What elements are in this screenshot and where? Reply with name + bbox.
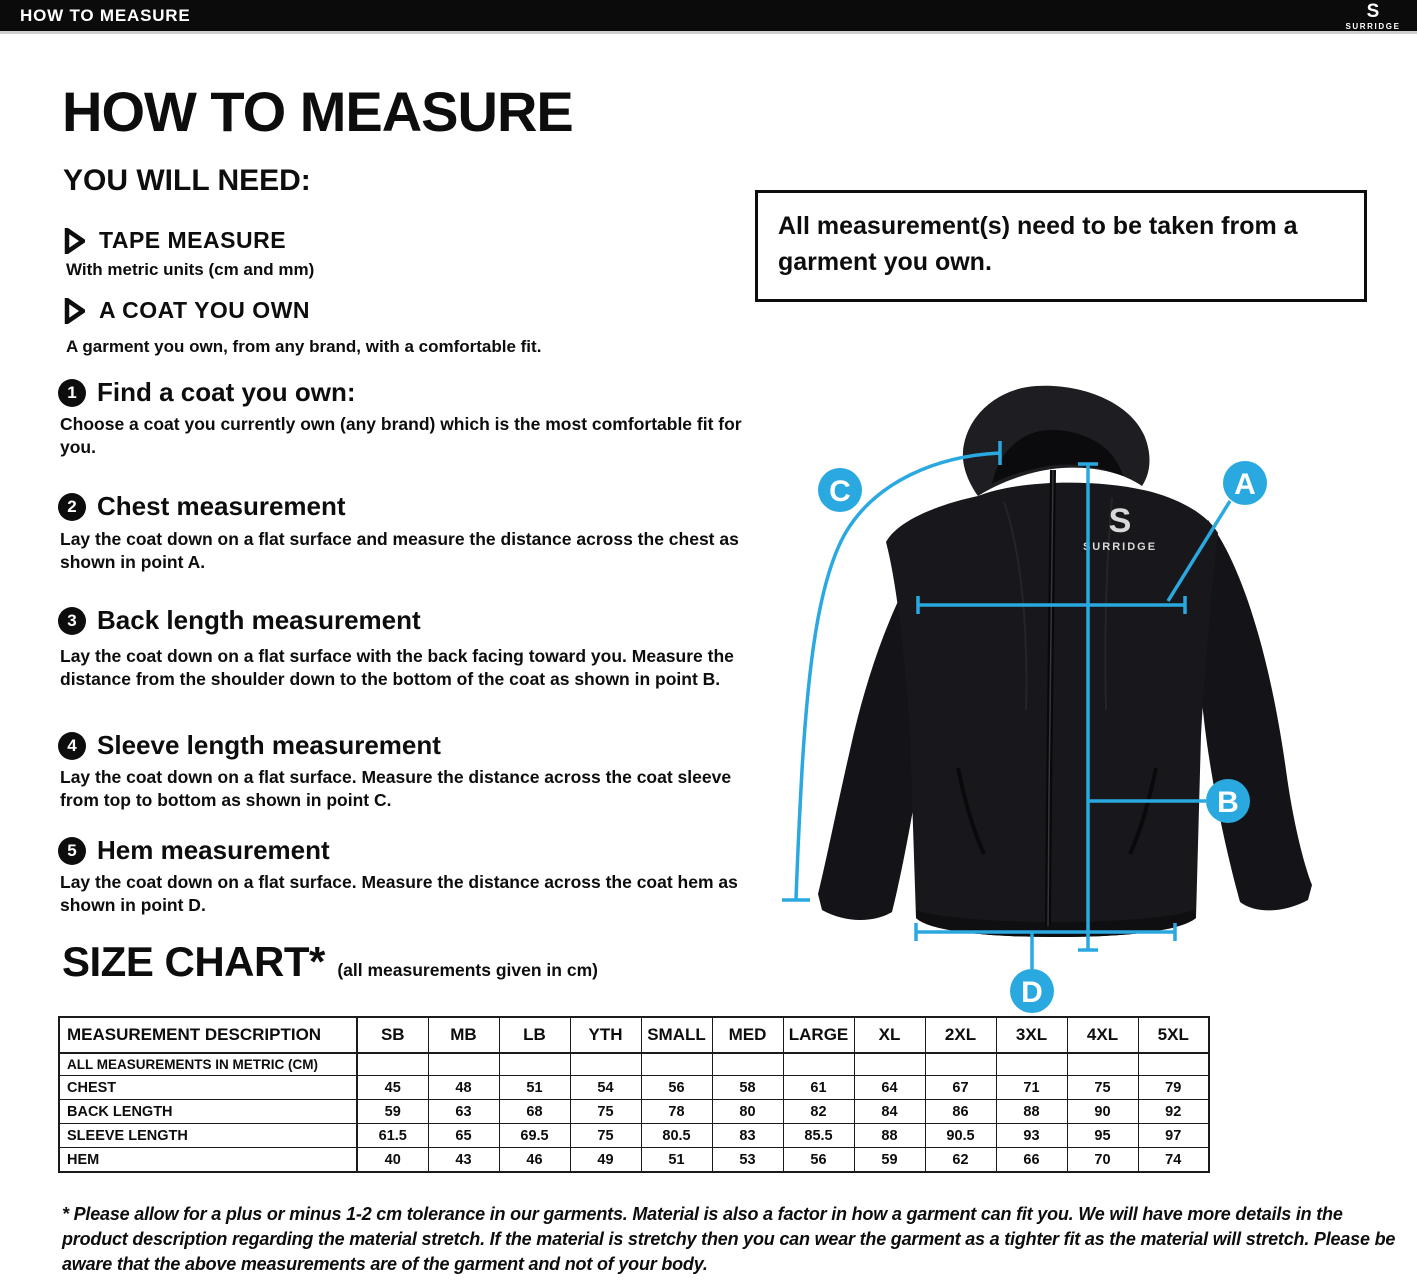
row-label: HEM [59,1148,357,1173]
note-box: All measurement(s) need to be taken from a garment you own. [755,190,1367,302]
table-row-sleeve-length [59,1124,1209,1148]
size-value: 88 [996,1100,1067,1124]
metric-note-cell: ALL MEASUREMENTS IN METRIC (CM) [59,1053,357,1076]
size-value: 92 [1138,1100,1209,1124]
size-value: 59 [854,1148,925,1173]
size-value: 49 [570,1148,641,1173]
step-title: Sleeve length measurement [97,730,441,760]
size-col-header: 5XL [1138,1017,1209,1053]
table-row-chest [59,1076,1209,1100]
size-col-header: 2XL [925,1017,996,1053]
size-value: 71 [996,1076,1067,1100]
size-value: 93 [996,1124,1067,1148]
size-value: 75 [570,1124,641,1148]
size-value: 83 [712,1124,783,1148]
size-value: 61 [783,1076,854,1100]
surridge-logo-mark: S [1108,502,1132,540]
step-4-heading [58,730,441,761]
size-value: 78 [641,1100,712,1124]
size-value: 45 [357,1076,428,1100]
size-value: 46 [499,1148,570,1173]
size-value: 80.5 [641,1124,712,1148]
size-value: 48 [428,1076,499,1100]
row-label: SLEEVE LENGTH [59,1124,357,1148]
size-value: 69.5 [499,1124,570,1148]
surridge-logo-mark: S [1366,1,1380,22]
size-value: 84 [854,1100,925,1124]
top-bar [0,0,1417,34]
surridge-logo-graphic [1341,1,1405,32]
triangle-bullet-icon [63,298,85,324]
size-value: 80 [712,1100,783,1124]
size-value: 85.5 [783,1124,854,1148]
size-value: 82 [783,1100,854,1124]
step-number-badge: 5 [58,837,86,865]
size-value: 51 [641,1148,712,1173]
need-item-coat [63,297,310,324]
size-value: 51 [499,1076,570,1100]
size-value: 53 [712,1148,783,1173]
size-value: 67 [925,1076,996,1100]
jacket-measurement-diagram [760,370,1400,1030]
size-value: 62 [925,1148,996,1173]
size-col-header: SB [357,1017,428,1053]
need-item-tape-measure [63,227,286,254]
description-header-cell: MEASUREMENT DESCRIPTION [59,1017,357,1053]
marker-a-label: A [1234,468,1256,501]
marker-b-label: B [1217,786,1239,819]
marker-d-label: D [1021,976,1043,1009]
size-value: 64 [854,1076,925,1100]
step-number-badge: 3 [58,607,86,635]
triangle-bullet-icon [63,228,85,254]
size-col-header: LARGE [783,1017,854,1053]
step-3-body: Lay the coat down on a flat surface with the back facing toward you. Measure the distance from the shoulder down to the bottom of the coat as shown in point B. [60,646,734,690]
size-chart-table [58,1016,1210,1173]
step-title: Chest measurement [97,491,346,521]
step-5-body: Lay the coat down on a flat surface. Measure the distance across the coat hem as shown in point D. [60,872,738,916]
you-will-need-heading: YOU WILL NEED: [63,164,311,197]
size-value: 97 [1138,1124,1209,1148]
size-chart-title: SIZE CHART* [62,938,325,985]
size-value: 61.5 [357,1124,428,1148]
size-value: 54 [570,1076,641,1100]
surridge-logo-text: SURRIDGE [1082,541,1158,553]
tolerance-disclaimer: * Please allow for a plus or minus 1-2 cm tolerance in our garments. Material is also a factor in how a garment can fit you. We will have more details in the product description regarding the material stretch. If the material is stretchy then you can wear the garment as a tighter fit as the material will stretch. Please be aware that the above measurements are of the garment and not of your body. [62,1204,1396,1274]
row-label: CHEST [59,1076,357,1100]
need-title-label: A COAT YOU OWN [99,297,311,323]
table-row-hem [59,1148,1209,1173]
step-2-heading [58,491,346,522]
step-number-badge: 4 [58,732,86,760]
marker-c-label: C [829,475,851,508]
size-value: 74 [1138,1148,1209,1173]
step-number-badge: 2 [58,493,86,521]
size-value: 43 [428,1148,499,1173]
need-desc: With metric units (cm and mm) [66,260,315,279]
surridge-logo [1341,1,1405,37]
step-5-heading [58,835,330,866]
size-value: 75 [570,1100,641,1124]
table-row-back-length [59,1100,1209,1124]
size-value: 56 [641,1076,712,1100]
size-col-header: MB [428,1017,499,1053]
surridge-logo-text: SURRIDGE [1345,22,1401,31]
metric-note-row [59,1053,1209,1076]
step-1-heading [58,377,356,408]
size-value: 75 [1067,1076,1138,1100]
size-value: 66 [996,1148,1067,1173]
size-value: 86 [925,1100,996,1124]
size-col-header: MED [712,1017,783,1053]
size-value: 63 [428,1100,499,1124]
top-bar-title: HOW TO MEASURE [20,6,191,25]
size-col-header: SMALL [641,1017,712,1053]
size-chart-subtitle: (all measurements given in cm) [337,960,598,980]
size-col-header: YTH [570,1017,641,1053]
size-value: 95 [1067,1124,1138,1148]
step-title: Find a coat you own: [97,377,356,407]
table-header-row [59,1017,1209,1053]
size-col-header: 4XL [1067,1017,1138,1053]
step-3-heading [58,605,421,636]
size-value: 79 [1138,1076,1209,1100]
row-label: BACK LENGTH [59,1100,357,1124]
size-value: 58 [712,1076,783,1100]
step-1-body: Choose a coat you currently own (any brand) which is the most comfortable fit for you. [60,414,742,458]
need-desc: A garment you own, from any brand, with a comfortable fit. [66,337,542,356]
step-number-badge: 1 [58,379,86,407]
page-title: HOW TO MEASURE [62,80,573,143]
step-4-body: Lay the coat down on a flat surface. Measure the distance across the coat sleeve from top to bottom as shown in point C. [60,767,732,811]
size-value: 56 [783,1148,854,1173]
size-value: 59 [357,1100,428,1124]
size-value: 68 [499,1100,570,1124]
step-title: Hem measurement [97,835,330,865]
size-value: 40 [357,1148,428,1173]
size-col-header: 3XL [996,1017,1067,1053]
step-title: Back length measurement [97,605,421,635]
size-chart-heading [62,938,598,986]
size-value: 90.5 [925,1124,996,1148]
size-value: 65 [428,1124,499,1148]
size-value: 70 [1067,1148,1138,1173]
size-value: 90 [1067,1100,1138,1124]
size-col-header: LB [499,1017,570,1053]
need-title-label: TAPE MEASURE [99,227,287,253]
size-col-header: XL [854,1017,925,1053]
size-value: 88 [854,1124,925,1148]
step-2-body: Lay the coat down on a flat surface and measure the distance across the chest as shown in point A. [60,529,739,573]
